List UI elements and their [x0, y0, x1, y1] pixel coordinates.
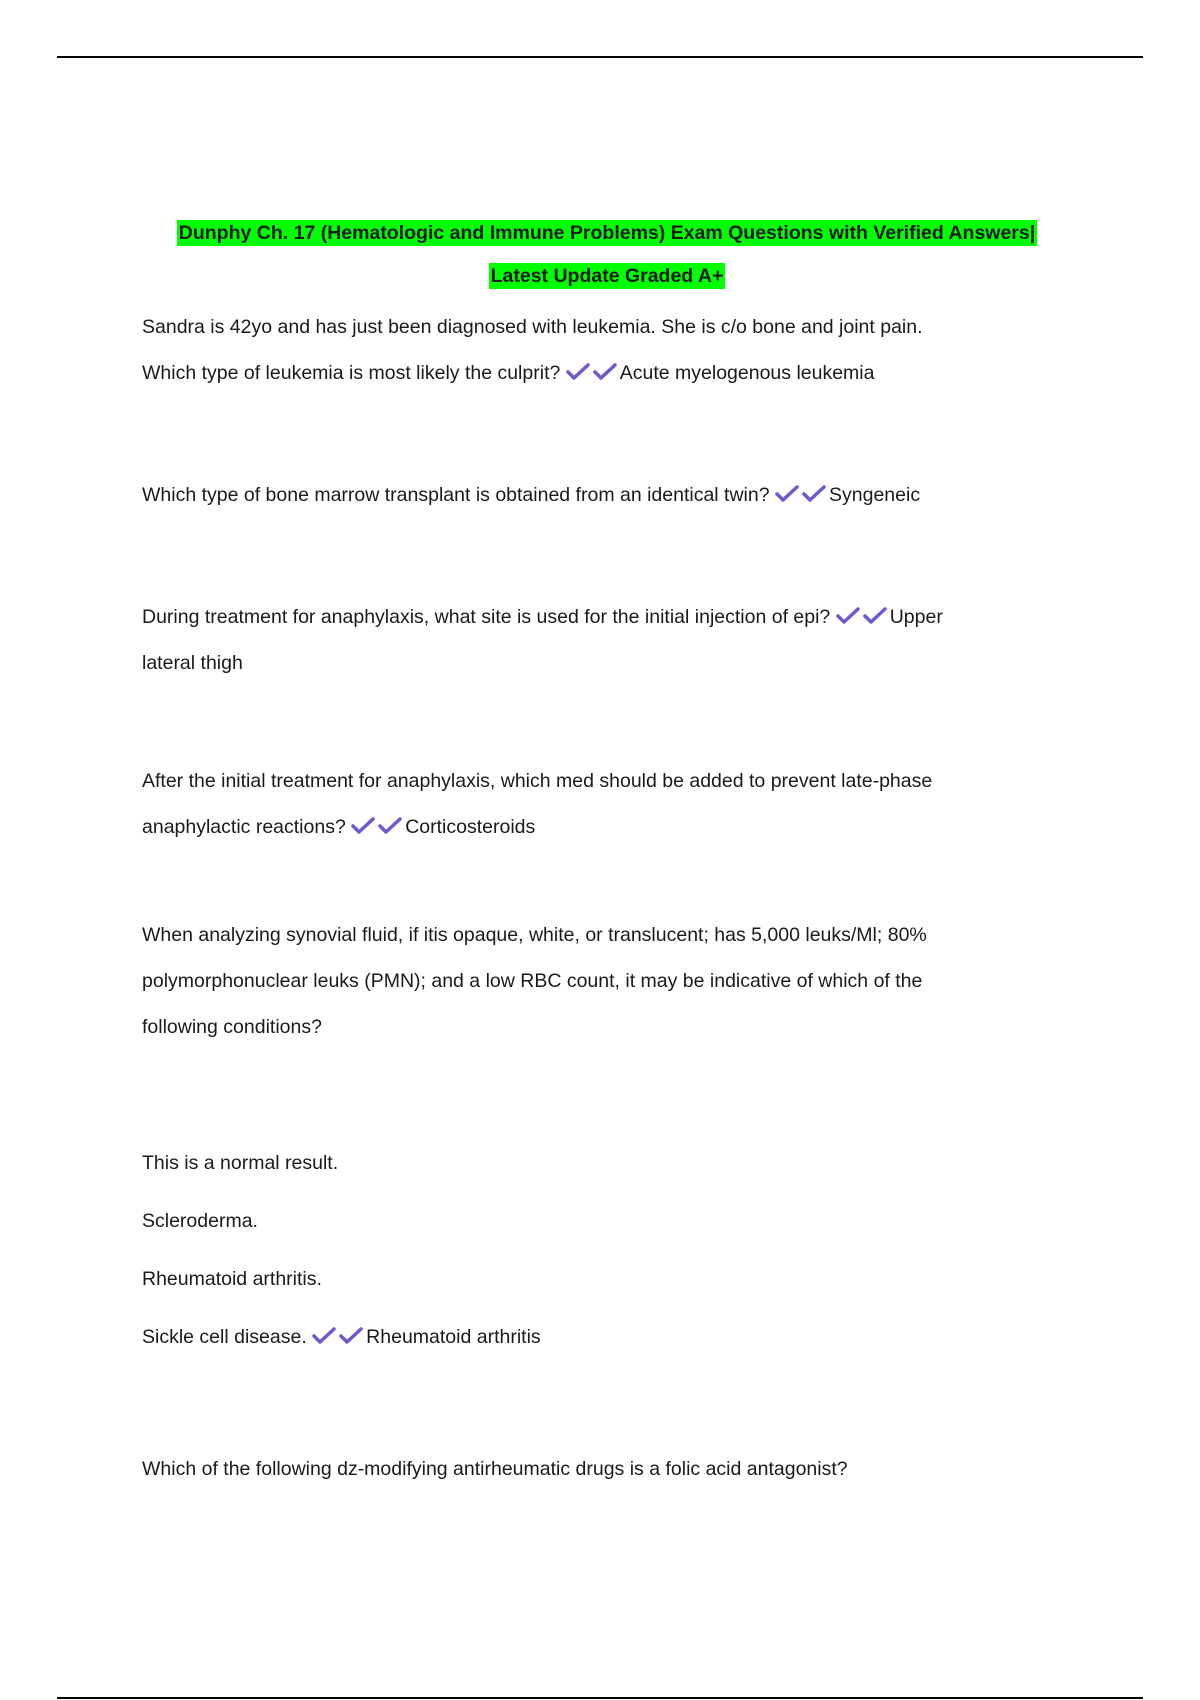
question-text: Sandra is 42yo and has just been diagnosed with leukemia. She is c/o bone and joint pain.	[142, 316, 923, 338]
question-text: following conditions?	[142, 1016, 322, 1038]
check-icon	[378, 816, 405, 836]
question-text: Which of the following dz-modifying antirheumatic drugs is a folic acid antagonist?	[142, 1458, 848, 1480]
question-6	[142, 1446, 1072, 1492]
option-4	[142, 1308, 1072, 1366]
title-line-1: Dunphy Ch. 17 (Hematologic and Immune Problems) Exam Questions with Verified Answers|	[178, 222, 1036, 244]
check-icon	[593, 362, 620, 382]
check-icon	[312, 1326, 339, 1346]
footer-rule	[57, 1697, 1143, 1699]
question-text: Which type of bone marrow transplant is obtained from an identical twin?	[142, 484, 770, 506]
option-1: This is a normal result.	[142, 1152, 339, 1174]
answer-text: Corticosteroids	[405, 816, 536, 838]
check-icon	[802, 484, 829, 504]
answer-text: Rheumatoid arthritis	[366, 1326, 541, 1348]
answer-text: lateral thigh	[142, 652, 243, 674]
answer-text: Upper	[889, 606, 943, 628]
check-icon	[339, 1326, 366, 1346]
document-body	[142, 212, 1072, 1492]
check-icon	[836, 606, 863, 626]
option-3: Rheumatoid arthritis.	[142, 1268, 322, 1290]
question-2	[142, 472, 1072, 518]
document-title	[142, 212, 1072, 298]
question-text: Which type of leukemia is most likely the culprit?	[142, 362, 561, 384]
check-icon	[863, 606, 890, 626]
check-icon	[351, 816, 378, 836]
question-5	[142, 912, 1072, 1050]
question-3	[142, 594, 1072, 686]
header-rule	[57, 56, 1143, 58]
question-text: anaphylactic reactions?	[142, 816, 346, 838]
question-text: During treatment for anaphylaxis, what site is used for the initial injection of epi?	[142, 606, 831, 628]
question-4	[142, 758, 1072, 850]
question-text: polymorphonuclear leuks (PMN); and a low RBC count, it may be indicative of which of the	[142, 970, 923, 992]
title-line-2: Latest Update Graded A+	[490, 265, 724, 287]
check-icon	[775, 484, 802, 504]
question-text: When analyzing synovial fluid, if itis opaque, white, or translucent; has 5,000 leuks/Ml; 80%	[142, 924, 927, 946]
question-1	[142, 304, 1072, 396]
answer-text: Acute myelogenous leukemia	[619, 362, 875, 384]
check-icon	[566, 362, 593, 382]
question-text: After the initial treatment for anaphylaxis, which med should be added to prevent late-phase	[142, 770, 933, 792]
option-2: Scleroderma.	[142, 1210, 258, 1232]
option-text: Sickle cell disease.	[142, 1326, 307, 1348]
answer-text: Syngeneic	[829, 484, 921, 506]
